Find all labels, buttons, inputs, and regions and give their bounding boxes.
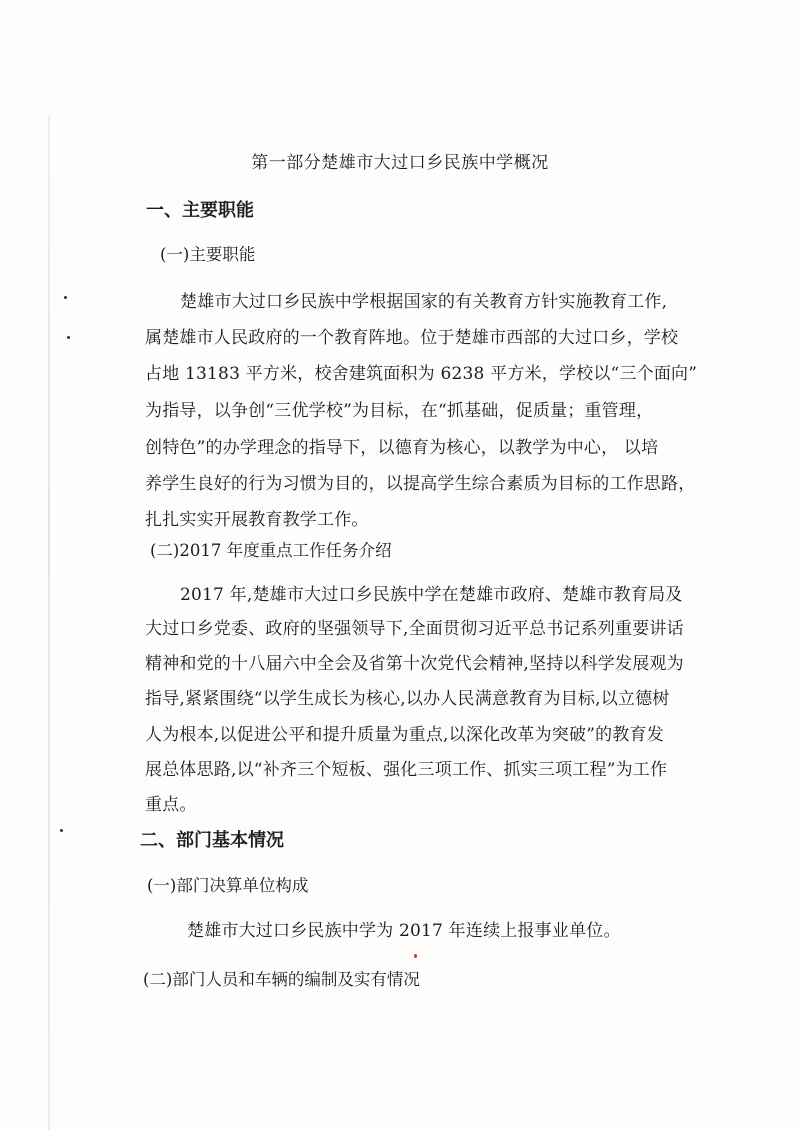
- section-2-heading: 二、部门基本情况: [140, 830, 284, 851]
- paragraph-line: 楚雄市大过口乡民族中学为 2017 年连续上报事业单位。: [187, 921, 621, 941]
- section-2-2-heading: (二)部门人员和车辆的编制及实有情况: [143, 970, 420, 989]
- scan-shadow-edge: [48, 115, 50, 1130]
- paragraph-line: 大过口乡党委、政府的坚强领导下,全面贯彻习近平总书记系列重要讲话: [145, 619, 684, 639]
- paragraph-line: 指导,紧紧围绕“以学生成长为核心,以办人民满意教育为目标,以立德树: [145, 689, 670, 709]
- paragraph-line: 精神和党的十八届六中全会及省第十次党代会精神,坚持以科学发展观为: [145, 654, 684, 674]
- scan-speck: [67, 336, 70, 339]
- section-1-heading: 一、主要职能: [146, 200, 254, 221]
- document-title: 第一部分楚雄市大过口乡民族中学概况: [251, 153, 549, 173]
- paragraph-line: 为指导，以争创“三优学校”为目标，在“抓基础，促质量；重管理，: [145, 401, 654, 421]
- scan-speck: [64, 296, 67, 299]
- section-1-2-heading: (二)2017 年度重点工作任务介绍: [150, 541, 392, 560]
- paragraph-line: 养学生良好的行为习惯为目的，以提高学生综合素质为目标的工作思路，: [145, 474, 696, 494]
- scan-speck: [60, 829, 63, 832]
- paragraph-line: 展总体思路,以“补齐三个短板、强化三项工作、抓实三项工程”为工作: [145, 760, 668, 780]
- paragraph-line: 楚雄市大过口乡民族中学根据国家的有关教育方针实施教育工作,: [180, 292, 668, 312]
- paragraph-line: 2017 年,楚雄市大过口乡民族中学在楚雄市政府、楚雄市教育局及: [180, 585, 683, 605]
- scan-speck: [414, 954, 417, 958]
- paragraph-line: 属楚雄市人民政府的一个教育阵地。位于楚雄市西部的大过口乡，学校: [145, 328, 679, 348]
- paragraph-line: 人为根本,以促进公平和提升质量为重点,以深化改革为突破”的教育发: [145, 725, 664, 745]
- paragraph-line: 占地 13183 平方米，校舍建筑面积为 6238 平方米，学校以“三个面向”: [145, 364, 698, 384]
- paragraph-line: 扎扎实实开展教育教学工作。: [145, 510, 369, 530]
- section-1-1-heading: (一)主要职能: [160, 245, 256, 264]
- section-2-1-heading: (一)部门决算单位构成: [147, 876, 309, 895]
- paragraph-line: 创特色”的办学理念的指导下，以德育为核心，以教学为中心， 以培: [145, 438, 659, 458]
- paragraph-line: 重点。: [145, 795, 197, 815]
